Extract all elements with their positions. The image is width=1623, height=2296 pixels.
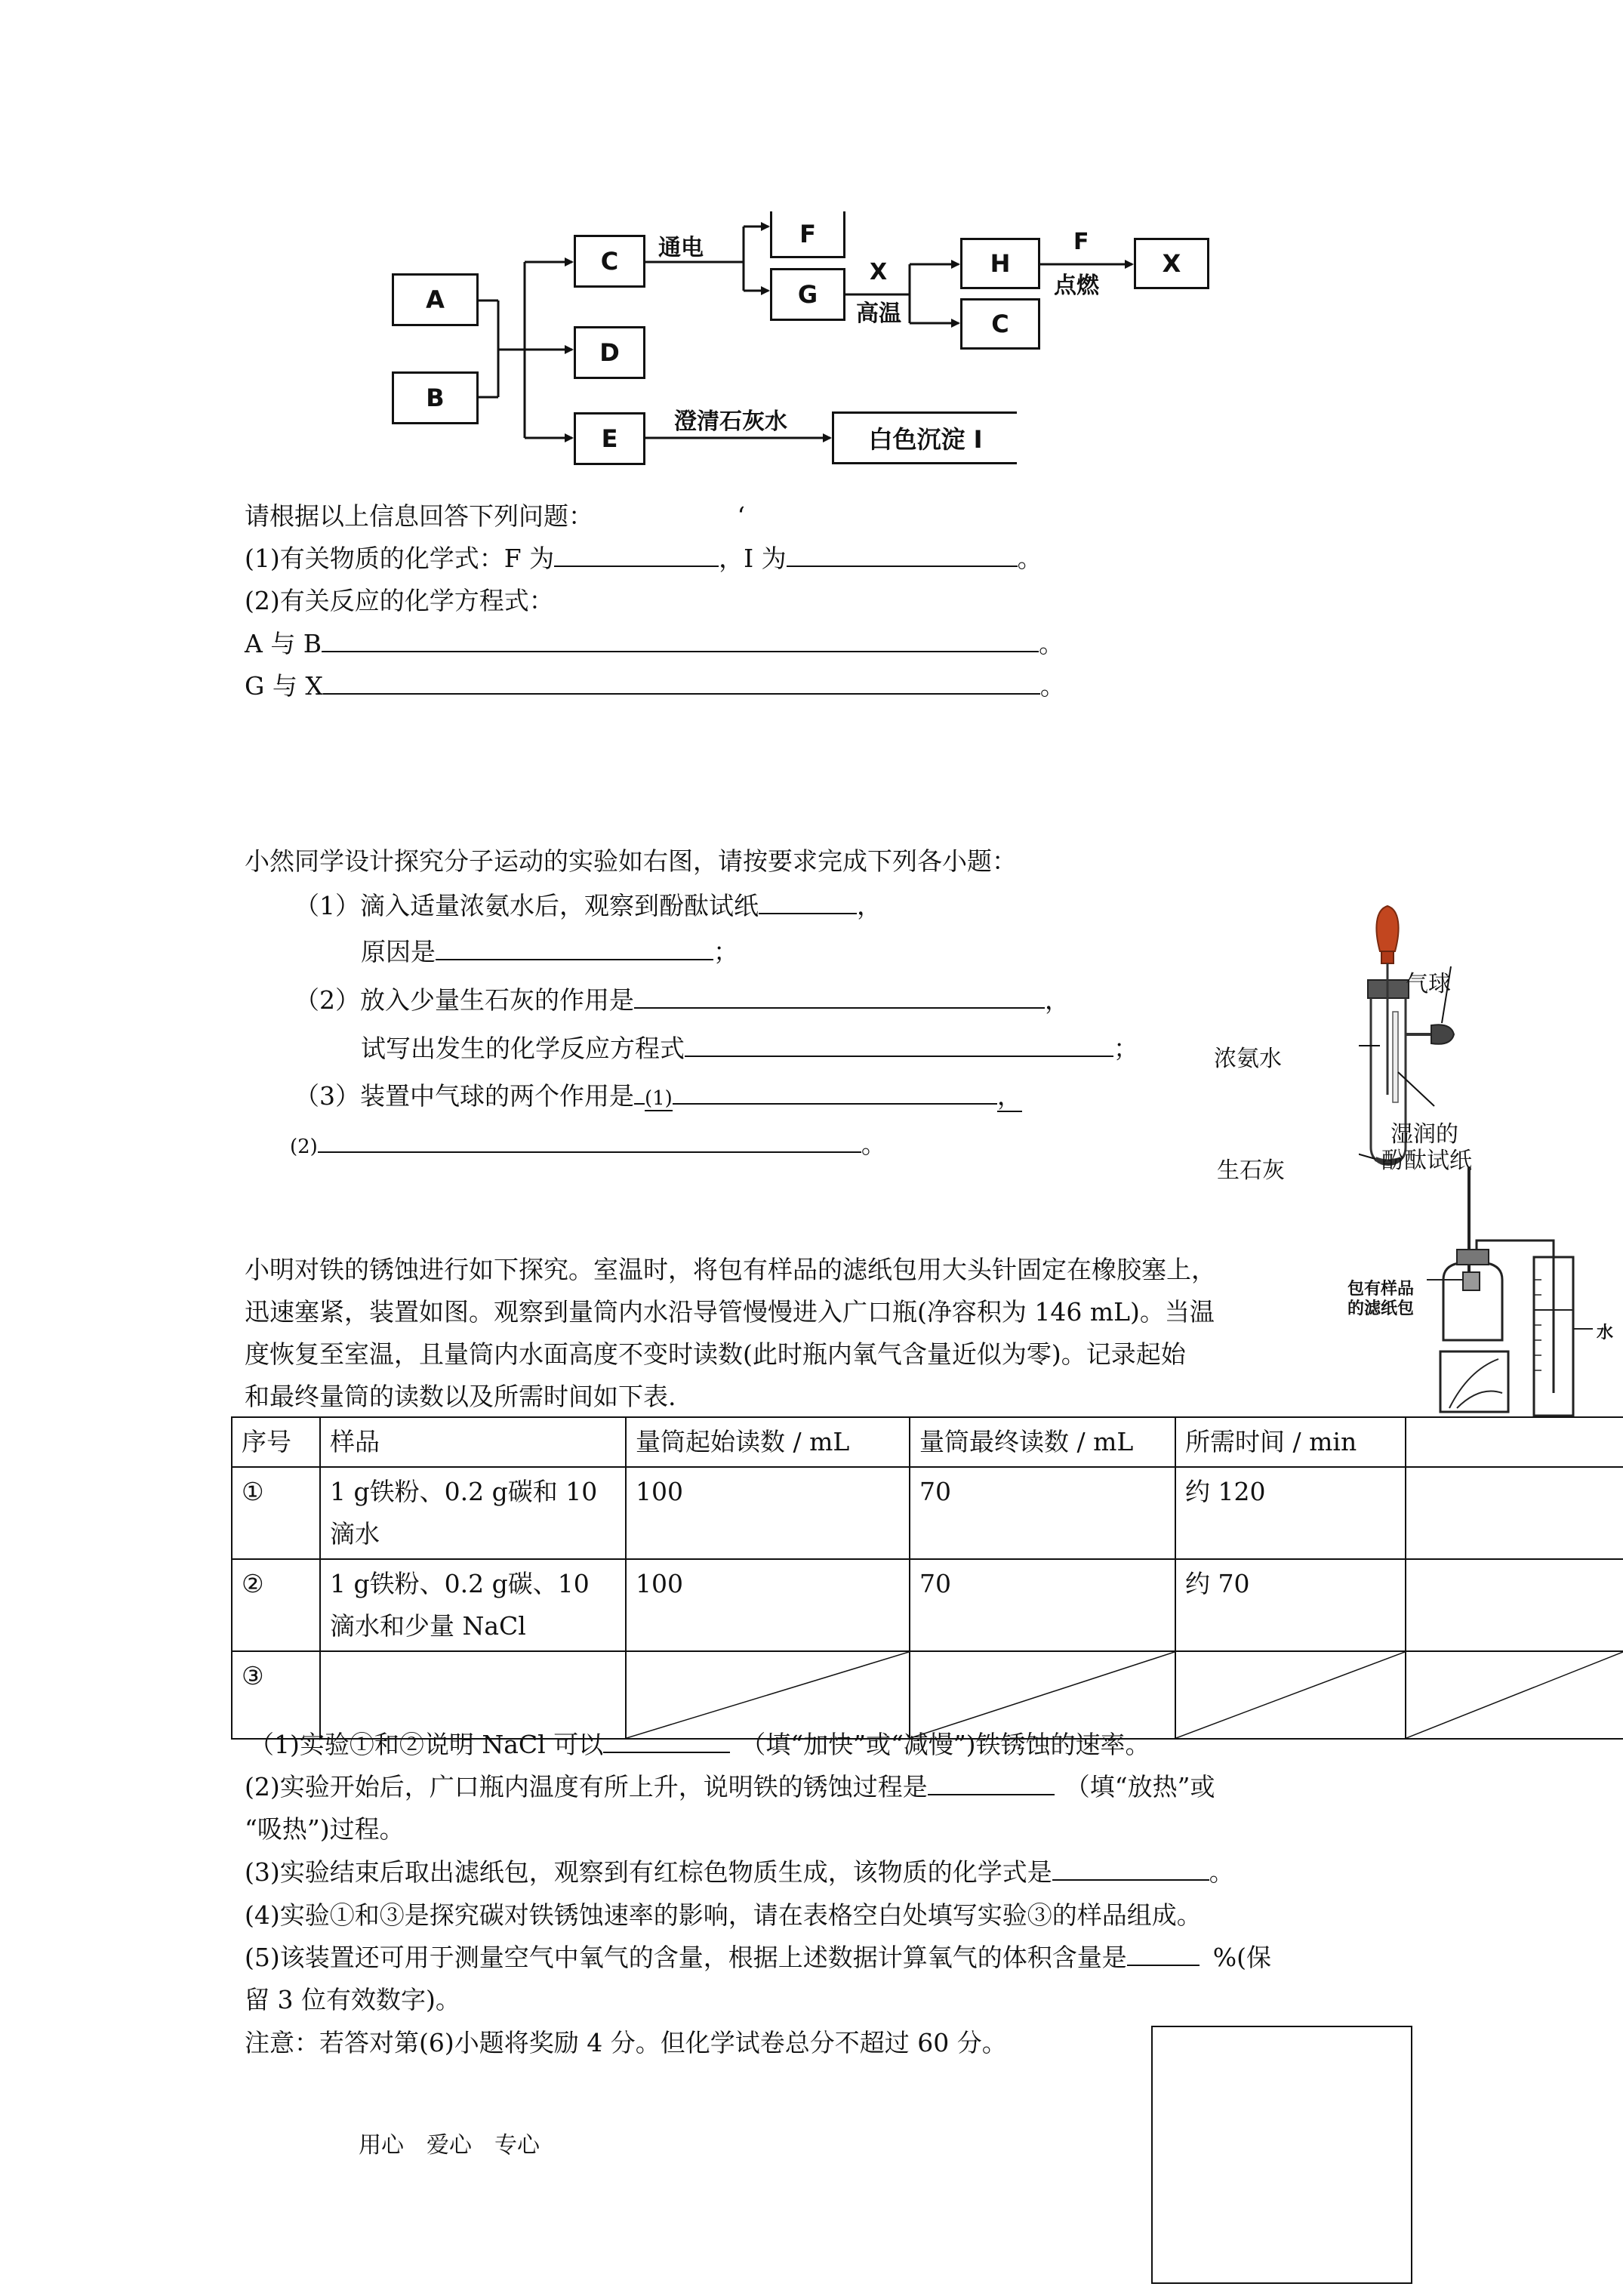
label-packet-2: 的滤纸包 xyxy=(1347,1299,1415,1318)
q4-text: (4)实验①和③是探究碳对铁锈蚀速率的影响，请在表格空白处填写实验③的样品组成。 xyxy=(245,1900,1202,1930)
para-line3: 度恢复至室温，且量筒内水面高度不变时读数(此时瓶内氧气含量近似为零)。记录起始 xyxy=(245,1339,1186,1369)
label-quicklime: 生石灰 xyxy=(1217,1157,1285,1184)
node-c: C xyxy=(574,235,645,288)
section3-q2-line2 xyxy=(245,1808,405,1851)
answer-blank-balloon-2[interactable] xyxy=(318,1129,861,1153)
table-cell: 约 120 xyxy=(1175,1467,1406,1559)
section3-q2 xyxy=(245,1766,1215,1808)
node-a: A xyxy=(392,273,479,326)
section1-q1 xyxy=(245,538,1042,580)
rust-data-table xyxy=(231,1416,1623,1740)
q1a-end: ， xyxy=(857,891,882,920)
q1-end: 。 xyxy=(1017,544,1042,573)
table-cell: 70 xyxy=(910,1559,1175,1651)
table-header xyxy=(1406,1417,1623,1467)
gx-end: 。 xyxy=(1039,671,1065,701)
label-ammonia: 浓氨水 xyxy=(1214,1046,1282,1072)
node-b: B xyxy=(392,371,479,424)
section1-ab xyxy=(245,623,1064,665)
intro-text: 小然同学设计探究分子运动的实验如右图，请按要求完成下列各小题： xyxy=(245,846,1017,876)
gx-label: G 与 X xyxy=(245,671,323,701)
q2b-end: ； xyxy=(1113,1034,1138,1063)
q2-line2: “吸热”)过程。 xyxy=(245,1814,405,1844)
q3-sub1: (1) xyxy=(645,1087,673,1110)
q2b-text: 试写出发生的化学反应方程式 xyxy=(361,1034,685,1063)
table-row xyxy=(232,1559,1623,1651)
label-limewater: 澄清石灰水 xyxy=(674,408,787,435)
table-header: 样品 xyxy=(320,1417,626,1467)
answer-blank-observe[interactable] xyxy=(759,890,857,914)
q1a-text: （1）滴入适量浓氨水后，观察到酚酞试纸 xyxy=(294,891,759,920)
answer-blank-gx[interactable] xyxy=(323,670,1040,695)
section2-q3 xyxy=(294,1075,1022,1120)
blank-lead xyxy=(634,1080,645,1105)
diagonal-strike xyxy=(1406,1652,1623,1738)
diagonal-strike xyxy=(1176,1652,1405,1738)
node-h: H xyxy=(960,238,1040,289)
ab-end: 。 xyxy=(1039,629,1064,658)
section1-gx xyxy=(245,665,1065,707)
q2-text: (2)实验开始后，广口瓶内温度有所上升，说明铁的锈蚀过程是 xyxy=(245,1772,928,1801)
table-cell-struck xyxy=(1175,1651,1406,1739)
q1-mid: ，I 为 xyxy=(719,544,787,573)
q1-text: （1)实验①和②说明 NaCl 可以 xyxy=(249,1730,604,1759)
section2-q2a xyxy=(294,979,1070,1022)
stray-mark: ‘ xyxy=(737,501,745,531)
q3-text: （3）装置中气球的两个作用是 xyxy=(294,1081,634,1111)
node-x: X xyxy=(1134,238,1209,289)
table-cell: 1 g铁粉、0.2 g碳、10 滴水和少量 NaCl xyxy=(320,1559,626,1651)
label-water: 水 xyxy=(1597,1324,1614,1342)
label-electrolysis: 通电 xyxy=(658,235,704,261)
section3-q3 xyxy=(245,1851,1234,1894)
q3-end: 。 xyxy=(1209,1857,1234,1887)
table-cell xyxy=(1406,1559,1623,1651)
q5-line2: 留 3 位有效数字)。 xyxy=(245,1985,460,2014)
answer-blank-heat[interactable] xyxy=(928,1771,1055,1795)
table-row xyxy=(232,1467,1623,1559)
table-header-row xyxy=(232,1417,1623,1467)
label-ignite: 点燃 xyxy=(1054,273,1099,299)
q5-end: %(保 xyxy=(1212,1943,1271,1972)
section2-q1a xyxy=(294,885,882,927)
label-x: X xyxy=(870,259,888,285)
section2-q3-part2 xyxy=(290,1123,886,1168)
section1-intro xyxy=(245,495,745,538)
answer-blank-i[interactable] xyxy=(787,543,1018,567)
note-text: 注意：若答对第(6)小题将奖励 4 分。但化学试卷总分不超过 60 分。 xyxy=(245,2028,1007,2057)
q1b-text: 原因是 xyxy=(361,937,436,966)
answer-blank-formula[interactable] xyxy=(1052,1857,1209,1881)
q2-text: (2)有关反应的化学方程式： xyxy=(245,586,554,615)
section3-q5-line2 xyxy=(245,1979,460,2021)
q5-text: (5)该装置还可用于测量空气中氧气的含量，根据上述数据计算氧气的体积含量是 xyxy=(245,1943,1127,1972)
q1-prefix: (1)有关物质的化学式：F 为 xyxy=(245,544,555,573)
table-header: 所需时间 / min xyxy=(1175,1417,1406,1467)
rust-apparatus-figure xyxy=(1427,1166,1619,1419)
q1b-end: ； xyxy=(713,937,738,966)
section3-note xyxy=(245,2022,1007,2064)
label-high-temp: 高温 xyxy=(856,300,901,327)
answer-blank-f[interactable] xyxy=(554,543,719,567)
answer-blank-equation[interactable] xyxy=(685,1033,1113,1057)
table-cell: ① xyxy=(232,1467,320,1559)
section3-q4 xyxy=(245,1894,1202,1937)
page-footer xyxy=(0,2126,1623,2159)
section2-q1b xyxy=(361,931,738,973)
table-cell: ③ xyxy=(232,1651,320,1739)
section3-line4 xyxy=(245,1376,676,1418)
answer-blank-oxygen[interactable] xyxy=(1127,1942,1200,1966)
label-f: F xyxy=(1073,229,1089,255)
section3-q5 xyxy=(245,1937,1271,1979)
table-cell: 70 xyxy=(910,1467,1175,1559)
table-cell: 100 xyxy=(626,1559,910,1651)
section3-line3 xyxy=(245,1333,1186,1376)
section3-line1 xyxy=(245,1249,1216,1291)
table-cell: 100 xyxy=(626,1467,910,1559)
answer-blank-balloon-1[interactable] xyxy=(673,1080,997,1105)
node-d: D xyxy=(574,326,645,379)
q3-sub2: (2) xyxy=(290,1136,318,1158)
answer-blank-rate[interactable] xyxy=(603,1729,730,1753)
section2-q2b xyxy=(361,1028,1138,1070)
q3-text: (3)实验结束后取出滤纸包，观察到有红棕色物质生成，该物质的化学式是 xyxy=(245,1857,1052,1887)
section2-intro xyxy=(245,840,1017,883)
node-e: E xyxy=(574,412,645,465)
answer-blank-reason[interactable] xyxy=(436,936,713,960)
node-f: F xyxy=(770,211,845,258)
q2-end: （填“放热”或 xyxy=(1064,1772,1215,1801)
q2a-end: ， xyxy=(1045,985,1070,1015)
q2a-text: （2）放入少量生石灰的作用是 xyxy=(294,985,634,1015)
node-i: 白色沉淀 I xyxy=(832,411,1017,464)
table-header: 量筒起始读数 / mL xyxy=(626,1417,910,1467)
node-c2: C xyxy=(960,298,1040,350)
footer-text: 用心 爱心 专心 xyxy=(359,2132,540,2159)
para-line2: 迅速塞紧，装置如图。观察到量筒内水沿导管慢慢进入广口瓶(净容积为 146 mL)。当温 xyxy=(245,1297,1215,1327)
q3-end: ， xyxy=(996,1081,1022,1111)
table-cell-struck xyxy=(1406,1651,1623,1739)
ab-label: A 与 B xyxy=(245,629,322,658)
intro-text: 请根据以上信息回答下列问题： xyxy=(245,501,593,531)
table-header: 量筒最终读数 / mL xyxy=(910,1417,1175,1467)
para-line4: 和最终量筒的读数以及所需时间如下表. xyxy=(245,1382,676,1411)
table-cell xyxy=(1406,1467,1623,1559)
section3-q1 xyxy=(249,1724,1150,1766)
para-line1: 小明对铁的锈蚀进行如下探究。室温时，将包有样品的滤纸包用大头针固定在橡胶塞上， xyxy=(245,1255,1216,1284)
section3-line2 xyxy=(245,1291,1215,1333)
answer-blank-lime-role[interactable] xyxy=(634,985,1045,1009)
label-packet-1: 包有样品 xyxy=(1347,1280,1415,1299)
label-wet-paper-2: 酚酞试纸 xyxy=(1381,1148,1472,1174)
label-wet-paper-1: 湿润的 xyxy=(1390,1121,1458,1148)
q3-sub2-end: 。 xyxy=(861,1130,886,1159)
table-cell: 约 70 xyxy=(1175,1559,1406,1651)
table-header: 序号 xyxy=(232,1417,320,1467)
table-cell: 1 g铁粉、0.2 g碳和 10 滴水 xyxy=(320,1467,626,1559)
q1-end: （填“加快”或“减慢”)铁锈蚀的速率。 xyxy=(741,1730,1150,1759)
node-g: G xyxy=(770,268,845,321)
section1-q2 xyxy=(245,580,554,622)
answer-blank-ab[interactable] xyxy=(322,628,1039,652)
label-balloon: 气球 xyxy=(1406,971,1451,997)
table-cell: ② xyxy=(232,1559,320,1651)
